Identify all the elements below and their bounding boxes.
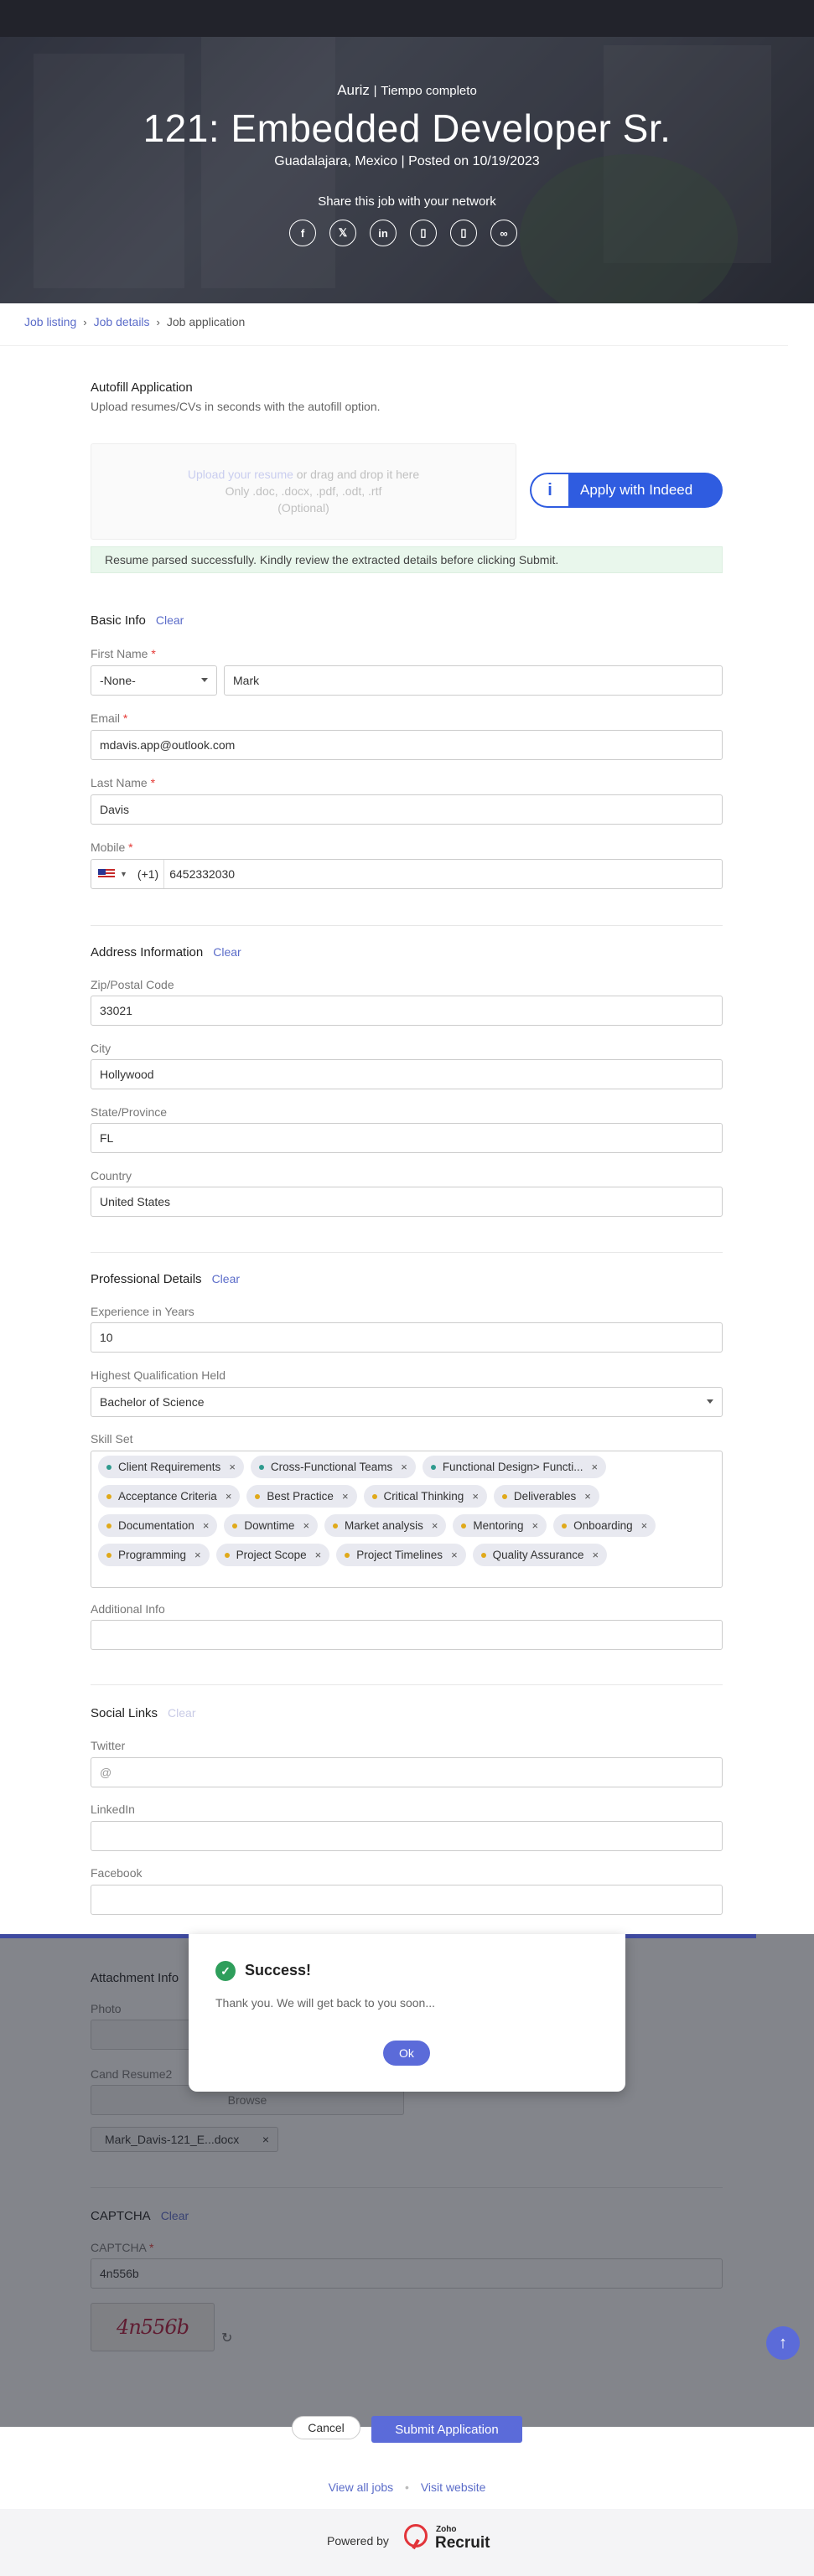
- skill-tag-label: Mentoring: [473, 1519, 524, 1532]
- remove-skill-icon[interactable]: ×: [451, 1549, 458, 1561]
- experience-label: Experience in Years: [91, 1305, 194, 1318]
- salutation-value: -None-: [100, 674, 136, 687]
- company-line: [0, 82, 814, 99]
- remove-skill-icon[interactable]: ×: [431, 1519, 438, 1532]
- skill-dot-icon: [259, 1465, 264, 1470]
- upload-resume-link[interactable]: Upload your resume: [187, 468, 293, 481]
- mobile-label-text: Mobile: [91, 841, 126, 854]
- professional-title: [91, 1272, 240, 1286]
- remove-skill-icon[interactable]: ×: [640, 1519, 648, 1532]
- indeed-icon: i: [531, 474, 568, 506]
- address-title: [91, 945, 241, 960]
- skill-tag: [98, 1456, 244, 1478]
- success-check-icon: ✓: [215, 1961, 236, 1981]
- apply-with-indeed-button[interactable]: [530, 473, 723, 508]
- country-label: Country: [91, 1169, 132, 1182]
- autofill-subtitle: Upload resumes/CVs in seconds with the autofill option.: [91, 400, 381, 413]
- professional-heading: Professional Details: [91, 1272, 202, 1286]
- footer-links: [0, 2480, 814, 2494]
- remove-skill-icon[interactable]: ×: [341, 1490, 349, 1503]
- share-label: Share this job with your network: [318, 194, 496, 209]
- submit-application-button[interactable]: Submit Application: [371, 2416, 522, 2443]
- social-clear-link[interactable]: Clear: [168, 1706, 196, 1720]
- basic-info-clear-link[interactable]: Clear: [155, 613, 184, 627]
- remove-skill-icon[interactable]: ×: [202, 1519, 210, 1532]
- basic-info-heading: Basic Info: [91, 613, 146, 628]
- skill-tag: [553, 1514, 656, 1537]
- skill-tag: [423, 1456, 606, 1478]
- company-name: Auriz: [337, 82, 370, 98]
- skill-tag: [246, 1485, 356, 1508]
- chevron-right-icon: ›: [83, 315, 87, 328]
- email-label-text: Email: [91, 711, 121, 725]
- skill-tag-label: Project Timelines: [356, 1549, 443, 1561]
- skill-set-field[interactable]: [91, 1451, 723, 1588]
- resume-parsed-message: Resume parsed successfully. Kindly review the extracted details before clicking Submit.: [91, 546, 723, 573]
- skill-dot-icon: [345, 1553, 350, 1558]
- autofill-title: Autofill Application: [91, 380, 193, 395]
- job-posted-date: | Posted on 10/19/2023: [401, 154, 540, 168]
- last-name-input[interactable]: Davis: [91, 794, 723, 825]
- top-bar: [0, 0, 814, 37]
- email-label: [91, 711, 127, 725]
- powered-by-label: Powered by: [327, 2534, 389, 2548]
- skill-tag-label: Project Scope: [236, 1549, 307, 1561]
- skill-tag-label: Acceptance Criteria: [118, 1490, 217, 1503]
- skill-tag: [98, 1485, 240, 1508]
- skill-set-label: Skill Set: [91, 1432, 133, 1446]
- breadcrumb-job-details[interactable]: Job details: [93, 315, 150, 328]
- cancel-button[interactable]: Cancel: [292, 2416, 360, 2439]
- remove-skill-icon[interactable]: ×: [401, 1461, 407, 1473]
- skill-dot-icon: [372, 1494, 377, 1499]
- skill-dot-icon: [106, 1465, 111, 1470]
- skill-tag: [453, 1514, 547, 1537]
- remove-skill-icon[interactable]: ×: [591, 1461, 599, 1473]
- skill-dot-icon: [562, 1523, 567, 1529]
- skill-dot-icon: [461, 1523, 466, 1529]
- mobile-field[interactable]: [91, 859, 723, 889]
- skill-tag: [336, 1544, 465, 1566]
- chevron-down-icon: [201, 678, 208, 682]
- remove-skill-icon[interactable]: ×: [584, 1490, 591, 1503]
- skill-tag-label: Onboarding: [573, 1519, 633, 1532]
- chevron-down-icon[interactable]: ▼: [120, 870, 127, 878]
- skill-dot-icon: [255, 1494, 260, 1499]
- job-type: Tiempo completo: [381, 84, 477, 98]
- modal-message: Thank you. We will get back to you soon...: [215, 1996, 435, 2010]
- zoho-recruit-logo-icon: [404, 2524, 428, 2548]
- mobile-separator: [163, 860, 164, 888]
- drop-text: or drag and drop it here: [293, 468, 420, 481]
- breadcrumb: [24, 315, 245, 328]
- twitter-label: Twitter: [91, 1739, 126, 1752]
- brand-name: Recruit: [435, 2534, 490, 2552]
- last-name-label: [91, 776, 155, 789]
- remove-skill-icon[interactable]: ×: [472, 1490, 479, 1503]
- remove-skill-icon[interactable]: ×: [303, 1519, 310, 1532]
- modal-title: Success!: [245, 1962, 312, 1979]
- skill-tag: [473, 1544, 607, 1566]
- hero-overlay: [0, 37, 814, 303]
- required-mark: *: [122, 711, 128, 725]
- skill-tag-label: Cross-Functional Teams: [270, 1461, 393, 1473]
- skill-tag: [324, 1514, 446, 1537]
- resume-formats: Only .doc, .docx, .pdf, .odt, .rtf: [225, 484, 382, 498]
- remove-skill-icon[interactable]: ×: [531, 1519, 539, 1532]
- mobile-input[interactable]: 6452332030: [169, 867, 236, 881]
- address-heading: Address Information: [91, 945, 204, 960]
- qualification-value: Bachelor of Science: [100, 1395, 205, 1409]
- remove-skill-icon[interactable]: ×: [194, 1549, 201, 1561]
- share-icon[interactable]: ▯: [450, 220, 477, 246]
- skill-dot-icon: [481, 1553, 486, 1558]
- remove-skill-icon[interactable]: ×: [314, 1549, 322, 1561]
- skill-tag-label: Programming: [118, 1549, 187, 1561]
- section-divider: [91, 925, 723, 926]
- facebook-label: Facebook: [91, 1866, 143, 1880]
- share-icon[interactable]: ▯: [410, 220, 437, 246]
- state-label: State/Province: [91, 1105, 168, 1119]
- link-icon[interactable]: ∞: [490, 220, 517, 246]
- skill-tags: [98, 1456, 715, 1566]
- breadcrumb-job-listing[interactable]: Job listing: [24, 315, 77, 328]
- linkedin-icon[interactable]: in: [370, 220, 397, 246]
- address-clear-link[interactable]: Clear: [213, 945, 241, 959]
- chevron-right-icon: ›: [156, 315, 160, 328]
- brand-small: Zoho: [436, 2525, 457, 2534]
- email-input[interactable]: mdavis.app@outlook.com: [91, 730, 723, 760]
- chevron-down-icon: [707, 1399, 713, 1404]
- ok-button[interactable]: Ok: [383, 2041, 430, 2066]
- skill-tag: [98, 1544, 210, 1566]
- first-name-input[interactable]: Mark: [224, 665, 723, 696]
- last-name-label-text: Last Name: [91, 776, 148, 789]
- zip-input[interactable]: 33021: [91, 996, 723, 1026]
- skill-tag-label: Client Requirements: [118, 1461, 221, 1473]
- linkedin-label: LinkedIn: [91, 1803, 135, 1816]
- additional-info-textarea[interactable]: [91, 1620, 723, 1650]
- country-code: (+1): [137, 867, 159, 881]
- hero-banner: [0, 37, 814, 303]
- professional-clear-link[interactable]: Clear: [211, 1272, 241, 1285]
- social-heading: Social Links: [91, 1706, 158, 1720]
- qualification-label: Highest Qualification Held: [91, 1368, 226, 1382]
- view-all-jobs-link[interactable]: View all jobs: [328, 2480, 394, 2494]
- skill-tag-label: Deliverables: [513, 1490, 577, 1503]
- remove-skill-icon[interactable]: ×: [592, 1549, 599, 1561]
- city-input[interactable]: Hollywood: [91, 1059, 723, 1089]
- skill-tag-label: Documentation: [118, 1519, 194, 1532]
- job-meta: [0, 154, 814, 169]
- company-separator: |: [373, 84, 377, 98]
- section-divider: [91, 1252, 723, 1253]
- skill-tag-label: Best Practice: [267, 1490, 334, 1503]
- experience-input[interactable]: 10: [91, 1322, 723, 1353]
- skill-tag-label: Downtime: [244, 1519, 295, 1532]
- required-mark: *: [150, 776, 156, 789]
- skill-tag-label: Critical Thinking: [383, 1490, 464, 1503]
- skill-tag-label: Quality Assurance: [492, 1549, 584, 1561]
- scroll-to-top-button[interactable]: ↑: [766, 2326, 800, 2360]
- breadcrumb-current: Job application: [166, 315, 246, 328]
- city-label: City: [91, 1042, 111, 1055]
- skill-dot-icon: [225, 1553, 230, 1558]
- skill-dot-icon: [106, 1523, 111, 1529]
- facebook-input[interactable]: [91, 1885, 723, 1915]
- skill-dot-icon: [106, 1494, 111, 1499]
- resume-optional: (Optional): [277, 501, 329, 515]
- visit-website-link[interactable]: Visit website: [420, 2480, 486, 2494]
- skill-tag: [216, 1544, 330, 1566]
- x-icon[interactable]: 𝕏: [329, 220, 356, 246]
- breadcrumb-divider: [0, 345, 788, 346]
- resume-dropzone[interactable]: [91, 443, 516, 540]
- job-title: 121: Embedded Developer Sr.: [143, 106, 671, 150]
- skill-tag-label: Functional Design> Functi...: [442, 1461, 583, 1473]
- section-divider: [91, 1684, 723, 1685]
- skill-tag: [251, 1456, 416, 1478]
- twitter-input[interactable]: @: [91, 1757, 723, 1787]
- footer-bullet: •: [405, 2480, 409, 2494]
- salutation-select[interactable]: [91, 665, 217, 696]
- state-input[interactable]: FL: [91, 1123, 723, 1153]
- skill-tag: [224, 1514, 318, 1537]
- skill-tag-label: Market analysis: [345, 1519, 423, 1532]
- facebook-icon[interactable]: f: [289, 220, 316, 246]
- skill-tag: [364, 1485, 487, 1508]
- additional-info-label: Additional Info: [91, 1602, 165, 1616]
- required-mark: *: [128, 841, 133, 854]
- share-buttons: [289, 220, 517, 246]
- success-modal: [189, 1934, 625, 2092]
- skill-dot-icon: [232, 1523, 237, 1529]
- first-name-label-text: First Name: [91, 647, 148, 660]
- zip-label: Zip/Postal Code: [91, 978, 174, 991]
- country-input[interactable]: United States: [91, 1187, 723, 1217]
- job-location: Guadalajara, Mexico: [274, 154, 398, 168]
- skill-dot-icon: [333, 1523, 338, 1529]
- mobile-label: [91, 841, 133, 854]
- skill-dot-icon: [106, 1553, 111, 1558]
- skill-tag: [98, 1514, 217, 1537]
- basic-info-title: [91, 613, 184, 628]
- skill-dot-icon: [431, 1465, 436, 1470]
- remove-skill-icon[interactable]: ×: [225, 1490, 232, 1503]
- skill-tag: [494, 1485, 599, 1508]
- remove-skill-icon[interactable]: ×: [229, 1461, 236, 1473]
- us-flag-icon[interactable]: [98, 869, 115, 879]
- required-mark: *: [151, 647, 156, 660]
- qualification-select[interactable]: [91, 1387, 723, 1417]
- indeed-button-label: Apply with Indeed: [580, 482, 693, 498]
- first-name-label: [91, 647, 156, 660]
- skill-dot-icon: [502, 1494, 507, 1499]
- social-title: [91, 1706, 196, 1720]
- linkedin-input[interactable]: [91, 1821, 723, 1851]
